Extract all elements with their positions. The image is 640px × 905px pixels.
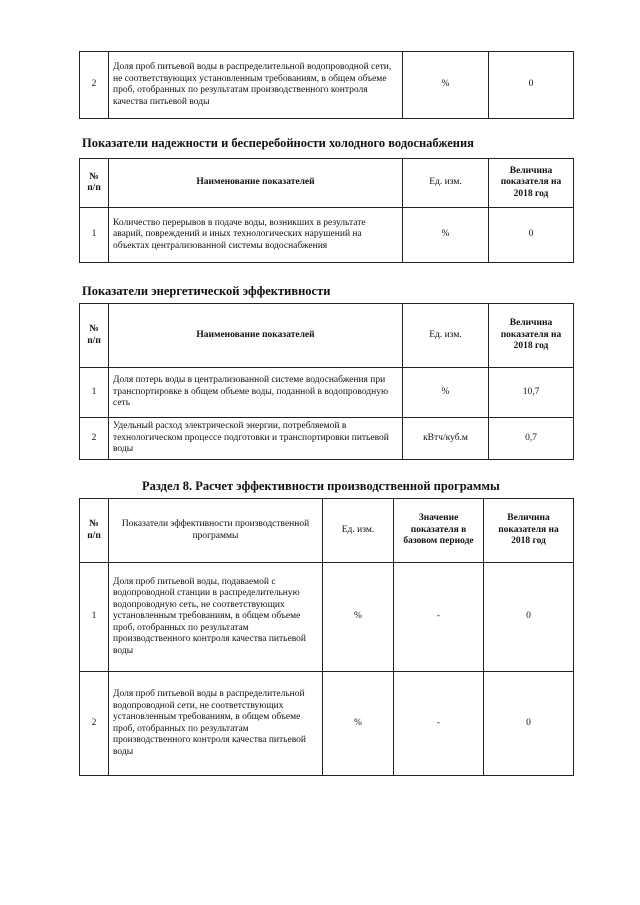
section-title-energy: Показатели энергетической эффективности xyxy=(82,284,331,298)
energy-table xyxy=(79,303,574,460)
section-title-reliability: Показатели надежности и бесперебойности холодного водоснабжения xyxy=(82,136,474,150)
unit: кВтч/куб.м xyxy=(403,418,489,460)
col-header-num: № п/п xyxy=(80,304,109,368)
row-number: 2 xyxy=(80,418,109,460)
unit: % xyxy=(323,672,394,776)
value: 0 xyxy=(484,563,574,672)
value: 0 xyxy=(489,208,574,263)
reliability-table xyxy=(79,158,574,263)
row-number: 1 xyxy=(80,208,109,263)
value: 10,7 xyxy=(489,368,574,418)
col-header-name: Показатели эффективности производственной программы xyxy=(109,499,323,563)
table-row xyxy=(80,368,574,418)
base-value: - xyxy=(394,672,484,776)
table-row xyxy=(80,672,574,776)
continuation-table xyxy=(79,51,574,119)
table-row xyxy=(80,52,574,119)
col-header-base: Значение показателя в базовом периоде xyxy=(394,499,484,563)
col-header-name: Наименование показателей xyxy=(109,159,403,208)
header-row xyxy=(80,499,574,563)
indicator-name: Доля проб питьевой воды, подаваемой с водопроводной станции в распределительную водопроводную сеть, не соответствующих установленным требованиям, в общем объеме проб, отобранных по результатам производственного контроля качества питьевой воды xyxy=(109,563,323,672)
header-row xyxy=(80,304,574,368)
section-title-efficiency: Раздел 8. Расчет эффективности производственной программы xyxy=(142,479,500,493)
row-number: 1 xyxy=(80,368,109,418)
value: 0 xyxy=(489,52,574,119)
indicator-name: Доля проб питьевой воды в распределительной водопроводной сети, не соответствующих установленным требованиям, в общем объеме проб, отобранных по результатам производственного контроля качества питьевой воды xyxy=(109,52,403,119)
indicator-name: Количество перерывов в подаче воды, возникших в результате аварий, повреждений и иных технологических нарушений на объектах централизованной системы водоснабжения xyxy=(109,208,403,263)
row-number: 2 xyxy=(80,672,109,776)
row-number: 2 xyxy=(80,52,109,119)
value: 0 xyxy=(484,672,574,776)
unit: % xyxy=(403,368,489,418)
table-row xyxy=(80,418,574,460)
col-header-name: Наименование показателей xyxy=(109,304,403,368)
col-header-unit: Ед. изм. xyxy=(323,499,394,563)
indicator-name: Удельный расход электрической энергии, потребляемой в технологическом процессе подготовки и транспортировки питьевой воды xyxy=(109,418,403,460)
col-header-unit: Ед. изм. xyxy=(403,304,489,368)
col-header-value: Величина показателя на 2018 год xyxy=(489,159,574,208)
value: 0,7 xyxy=(489,418,574,460)
col-header-num: № п/п xyxy=(80,499,109,563)
table-row xyxy=(80,563,574,672)
col-header-num: № п/п xyxy=(80,159,109,208)
unit: % xyxy=(323,563,394,672)
col-header-value: Величина показателя на 2018 год xyxy=(484,499,574,563)
efficiency-table xyxy=(79,498,574,776)
col-header-value: Величина показателя на 2018 год xyxy=(489,304,574,368)
unit: % xyxy=(403,52,489,119)
indicator-name: Доля потерь воды в централизованной системе водоснабжения при транспортировке в общем объеме воды, поданной в водопроводную сеть xyxy=(109,368,403,418)
row-number: 1 xyxy=(80,563,109,672)
col-header-unit: Ед. изм. xyxy=(403,159,489,208)
base-value: - xyxy=(394,563,484,672)
header-row xyxy=(80,159,574,208)
unit: % xyxy=(403,208,489,263)
indicator-name: Доля проб питьевой воды в распределительной водопроводной сети, не соответствующих установленным требованиям, в общем объеме проб, отобранных по результатам производственного контроля качества питьевой воды xyxy=(109,672,323,776)
table-row xyxy=(80,208,574,263)
